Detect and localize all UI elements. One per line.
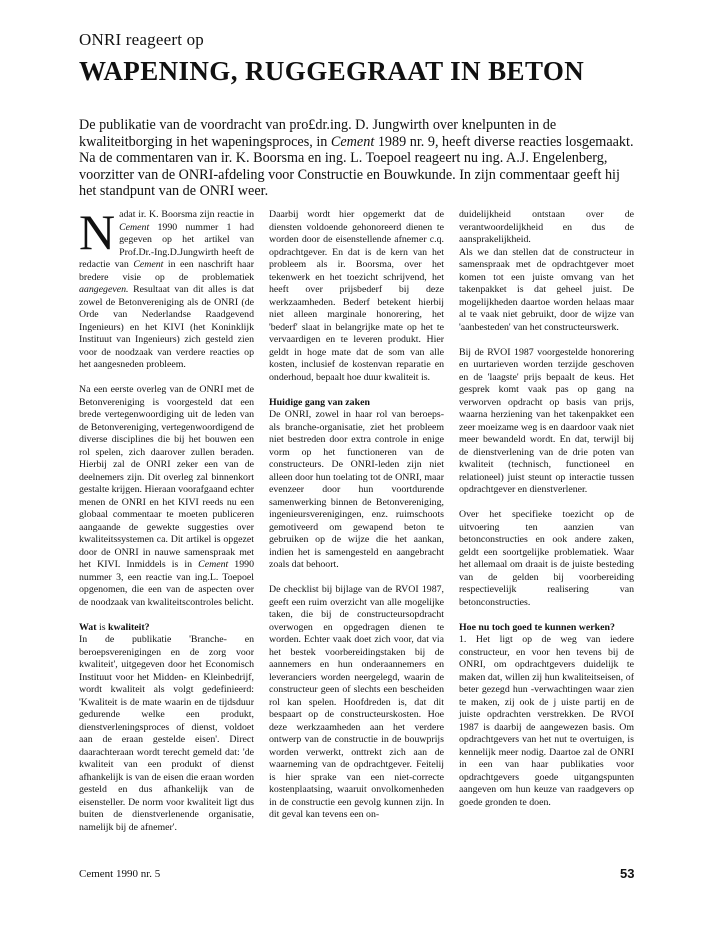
paragraph: duidelijkheid ontstaan over de verantwoordelijkheid en dus de aansprakelijkheid.	[459, 209, 634, 245]
paragraph: Bij de RVOI 1987 voorgestelde honorering en uurtarieven worden terzijde geschoven en de 'laagste' prijs bepaalt de keus. Het gesprek komt vaak pas op gang na verworven opdracht op basis van prijs, waarna herziening van het takenpakket een zeer moeizame weg is en daardoor vaak niet meer bewandeld wordt. En dat, terwijl bij de dienstverlening van de drie poten van kwaliteit (technisch, functioneel en relationeel) juist steunt op interactie tussen opdrachtgever en dienstverlener.	[459, 346, 634, 495]
paragraph: Na een eerste overleg van de ONRI met de Betonvereniging is voorgesteld dat een brede vertegenwoordiging uit de leden van de Betonvereniging, vertegenwoordigend de diverse disciplines die bij het bouwen een rol spelen, zich daarover zullen beraden. Hierbij zal de ONRI zeker een van de deelnemers zijn. Dit overleg zal binnenkort gestalte krijgen. Hieraan voorafgaand echter menen de ONRI en het KIVI reeds nu een globaal commentaar te moeten publiceren aangaande de gewekte suggesties over kwaliteitssystemen ca. Dit artikel is opgezet door de ONRI in nauwe samenspraak met het KIVI. Inmiddels is in Cement 1990 nummer 3, een reactie van ing.L. Toepoel opgenomen, die een van de aspecten over de noodzaak van kwaliteitscontroles belicht.	[79, 384, 254, 608]
section-heading: Wat is kwaliteit?	[79, 621, 150, 633]
paragraph: Als we dan stellen dat de constructeur in samenspraak met de opdrachtgever moet komen tot een juiste omvang van het takenpakket is dat geheel juist. De mogelijkheden daartoe worden helaas maar al te vaak niet gebruikt, door de wijze van 'aanbesteden' van het constructeurswerk.	[459, 246, 634, 333]
section-heading: Huidige gang van zaken	[269, 396, 370, 408]
article-intro	[79, 117, 639, 200]
paragraph: De checklist bij bijlage van de RVOI 1987, geeft een ruim overzicht van alle mogelijke taken, die bij de constructeursopdracht overwogen en opgedragen dienen te worden. Echter vaak doet zich voor, dat via het bestek voorbereidingstaken bij de aannemers en hun onderaannemers en leveranciers worden neergelegd, waarin de constructeur geen of slechts een bescheiden rol kan spelen. Hoofdreden is, dat dit bespaart op de constructeurskosten. Hoe deze werkzaamheden aan het verdere ontwerp van de constructie in de bouwprijs worden verwerkt, onttrekt zich aan de waarneming van de opdrachtgever. Feitelij is hier sprake van een niet-correcte kostenplaatsing, waaruit onvolkomenheden in de constructie een gevolg kunnen zijn. In dit geval kan tevens een on-	[269, 584, 444, 820]
paragraph: Nadat ir. K. Boorsma zijn reactie in Cement 1990 nummer 1 had gegeven op het artikel van Prof.Dr.-Ing.D.Jungwirth heeft de redactie van Cement in een naschrift haar bredere visie op de problematiek aangegeven. Resultaat van dit alles is dat zowel de Betonvereniging als de ONRI (de Orde van Nederlandse Raadgevend Ingenieurs) en het KIVI (het Koninklijk Instituut van Ingenieurs) zich gesteld zien voor de noodzaak van verdere reacties op het aangesneden probleem.	[79, 204, 255, 370]
paragraph: 1. Het ligt op de weg van iedere constructeur, en voor hen tevens bij de ONRI, om opdrachtgevers duidelijk te maken dat, willen zij hun kwaliteitseisen, of beter gezegd hun -verwachtingen waar zien te maken, zij ook de j uiste partij en de juiste opdrachten verstrekken. De RVOI 1987 is daarbij de aangewezen basis. Om opdrachtgevers van het nut te overtuigen, is kennelijk meer nodig. Daartoe zal de ONRI in een van haar publikaties voor opdrachtgevers goede uitgangspunten aangeven om hun keuze van raadgevers op goede gronden te doen.	[459, 634, 634, 808]
drop-cap: N	[79, 204, 116, 260]
paragraph: De ONRI, zowel in haar rol van beroeps- als branche-organisatie, ziet het probleem niet bestreden door extra controle in enige vorm op het functioneren van de constructeurs. De ONRI-leden zijn niet alleen door hun toelating tot de ONRI, maar evenzeer door hun voortdurende samenwerking binnen de Betonvereniging, ingenieursverenigingen, enz. ruimschoots gemotiveerd om gewapend beton te gebruiken op de wijze die het aankan, indien het is samengesteld en aangebracht zoals dat behoort.	[269, 409, 444, 570]
paragraph: Daarbij wordt hier opgemerkt dat de diensten voldoende gehonoreerd dienen te worden door de eisenstellende afnemer c.q. opdrachtgever. En dat is de kern van het probleem als ir. Boorsma, over het tekenwerk en het toezicht schrijvend, het heeft over prijsbederf bij deze werkzaamheden. Bederf betekent hierbij niet alleen marginale honorering, het 'bederf' slaat in belangrijke mate op het te vervaardigen en te leveren produkt. Hier geldt in hoge mate dat de som van alle kosten, inclusief de kostenvan reparatie en onderhoud, bepaalt hoe duur kwaliteit is.	[269, 209, 444, 383]
column-1	[79, 204, 255, 834]
paragraph: Over het specifieke toezicht op de uitvoering ten aanzien van betonconstructies en ook andere zaken, geldt een soortgelijke problematiek. Waar het allemaal om draait is de juiste besteding van de gelden bij voorbereiding respectievelijk realisering van betonconstructies.	[459, 509, 634, 608]
intro-paragraph-1: De publikatie van de voordracht van pro£dr.ing. D. Jungwirth over knelpunten in de kwaliteitborging in het wapeningsproces, in Cement 1989 nr. 9, heeft diverse reacties losgemaakt.	[79, 117, 634, 150]
kicker: ONRI reageert op	[79, 30, 204, 49]
footer-source: Cement 1990 nr. 5	[79, 868, 161, 880]
column-2	[269, 209, 444, 822]
intro-paragraph-2: Na de commentaren van ir. K. Boorsma en ing. L. Toepoel reageert nu ing. A.J. Engelenberg, voorzitter van de ONRI-afdeling voor Constructie en Bouwkunde. In zijn commentaar geeft hij het standpunt van de ONRI weer.	[79, 150, 620, 200]
column-3	[459, 209, 634, 809]
page-number: 53	[620, 866, 635, 881]
article-title: WAPENING, RUGGEGRAAT IN BETON	[79, 56, 585, 86]
section-heading: Hoe nu toch goed te kunnen werken?	[459, 621, 615, 633]
paragraph: In de publikatie 'Branche- en beroepsverenigingen en de zorg voor kwaliteit', uitgegeven door het Economisch Instituut voor het Midden- en Kleinbedrijf, wordt kwaliteit als volgt gedefinieerd: 'Kwaliteit is de mate waarin en de tijdsduur gedurende welke een produkt, dienstverleningsproces of dienst, voldoet aan de eraan gestelde eisen'. Direct daarachteraan wordt terecht gemeld dat: 'de kwaliteit van een produkt of dienst afhankelijk is van de eisen die eraan worden gesteld en dus afhankelijk van de eisensteller. De norm voor kwaliteit ligt dus buiten de dienstverlenende organisatie, namelijk bij de afnemer'.	[79, 634, 254, 833]
